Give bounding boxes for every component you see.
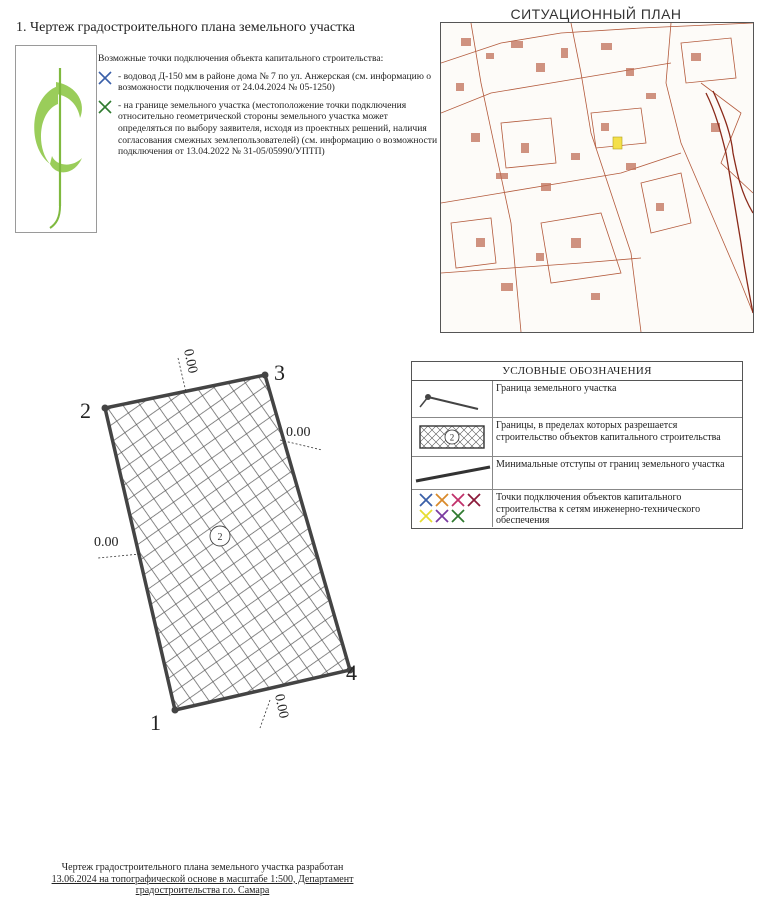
plot-highlight — [613, 137, 622, 149]
footer-note — [5, 862, 400, 897]
connection-cross-mark — [420, 510, 432, 522]
connection-cross-mark — [436, 494, 448, 506]
blue-cross-icon — [98, 71, 112, 85]
footer-line-2: 13.06.2024 на топографической основе в масштабе 1:500, Департамент — [51, 873, 354, 885]
boundary-line-icon — [412, 381, 492, 417]
zone-symbol-label: 2 — [449, 432, 455, 443]
footer-line-1: Чертеж градостроительного плана земельного участка разработан — [61, 862, 344, 873]
connection-crosses-icon — [412, 490, 492, 527]
land-plot-drawing — [60, 340, 400, 760]
plot-vertex-2 — [102, 405, 109, 412]
connection-item-boundary — [98, 100, 440, 158]
point-label-2: 2 — [80, 398, 91, 423]
point-label-1: 1 — [150, 710, 161, 735]
legend-row-connection-points — [412, 490, 742, 527]
cadastral-map-image — [441, 23, 753, 332]
connection-cross-mark — [452, 494, 464, 506]
connection-cross-mark — [452, 510, 464, 522]
legend-item-text: Точки подключения объектов капитального строительства к сетям инженерно-технического обеспечения — [496, 492, 701, 526]
legend-table — [411, 361, 743, 529]
plot-vertex-3 — [262, 372, 269, 379]
connection-item-text: - водовод Д-150 мм в районе дома № 7 по ул. Анжерская (см. информацию о возможности подключения от 24.04.2024 № 05-1250) — [118, 70, 432, 94]
legend-row-setbacks — [412, 457, 742, 490]
connection-points-block — [98, 53, 440, 158]
legend-item-text: Минимальные отступы от границ земельного участка — [496, 459, 725, 470]
legend-row-building-zone — [412, 418, 742, 457]
connection-item-text: - на границе земельного участка (местоположение точки подключения относительно геометрической стороны земельного участка может определяться по выбору заявителя, исходя из проектных решений, наличия согласования смежных землепользователей) (см. информацию о возможности подключения от 13.04.2022 № 31-05/05990/УПТП) — [118, 99, 438, 158]
setback-label-right: 0.00 — [286, 425, 311, 440]
zone-number-label: 2 — [217, 532, 223, 543]
logo-box — [15, 45, 97, 233]
city-emblem-icon — [16, 46, 96, 232]
connections-heading: Возможные точки подключения объекта капитального строительства: — [98, 53, 384, 64]
legend-item-text: Границы, в пределах которых разрешается строительство объектов капитального строительства — [496, 420, 721, 443]
connection-item-water — [98, 71, 440, 94]
point-label-3: 3 — [274, 360, 285, 385]
legend-heading: УСЛОВНЫЕ ОБОЗНАЧЕНИЯ — [412, 362, 742, 381]
plot-vertex-1 — [172, 707, 179, 714]
point-label-4: 4 — [346, 660, 357, 685]
hatched-zone-icon — [412, 418, 492, 456]
setback-label-left: 0.00 — [94, 535, 119, 550]
setback-label-bottom: 0.00 — [271, 692, 291, 720]
green-cross-icon — [98, 100, 112, 114]
situation-plan-title: СИТУАЦИОННЫЙ ПЛАН — [510, 6, 682, 22]
connection-cross-mark — [468, 494, 480, 506]
footer-line-3: градостроительства г.о. Самара — [135, 885, 270, 896]
connection-cross-mark — [420, 494, 432, 506]
legend-row-boundary — [412, 381, 742, 418]
legend-item-text: Граница земельного участка — [496, 383, 617, 394]
connection-cross-mark — [436, 510, 448, 522]
setback-label-top: 0.00 — [180, 347, 200, 375]
document-title: 1. Чертеж градостроительного плана земельного участка — [16, 20, 356, 35]
setback-line-icon — [412, 457, 492, 489]
situation-plan-map — [440, 22, 754, 333]
